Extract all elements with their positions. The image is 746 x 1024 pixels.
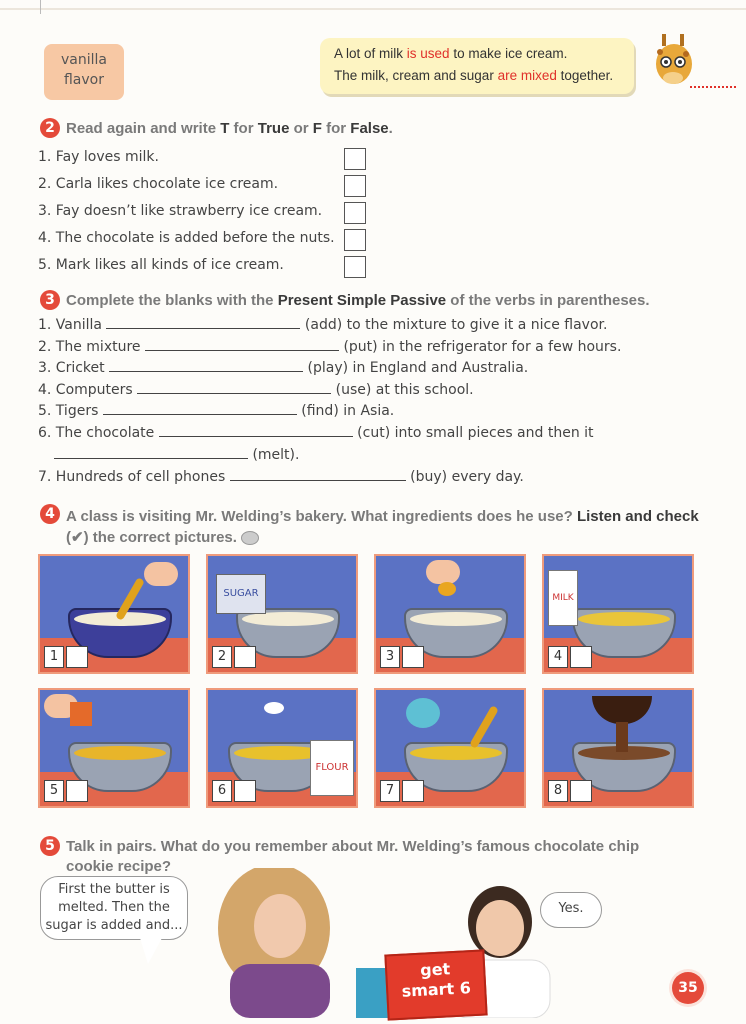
book-title-line2: smart 6: [401, 978, 472, 1001]
section-4-title: [66, 506, 706, 548]
pan: [592, 696, 652, 724]
answer-box-5[interactable]: [344, 256, 366, 278]
grammar-text: The milk, cream and sugar: [334, 68, 498, 83]
top-rule: [0, 8, 746, 10]
title-part: A class is visiting Mr. Welding’s bakery. What ingredients does he use?: [66, 508, 577, 525]
title-bold: T: [220, 120, 230, 137]
vanilla-note: [44, 44, 124, 100]
picture-number: 1: [44, 646, 64, 668]
dotted-line: [690, 86, 736, 88]
title-part: Read again and write: [66, 120, 221, 137]
blank-1[interactable]: [106, 317, 300, 329]
carton-label: MILK: [548, 570, 578, 626]
title-part: Talk in pairs. What do you remember about Mr. Welding’s famous chocolate chip: [66, 838, 640, 855]
check-box-7[interactable]: [402, 780, 424, 802]
vanilla-note-line2: flavor: [63, 72, 104, 88]
title-part: or: [289, 120, 313, 137]
grammar-sentence-2: [334, 65, 634, 87]
picture-8: [542, 688, 694, 808]
answer-box-1[interactable]: [344, 148, 366, 170]
bubble-line: sugar is added and...: [45, 918, 183, 933]
statement-4: 4. The chocolate is added before the nuts.: [38, 230, 335, 246]
statement-3: 3. Fay doesn’t like strawberry ice cream.: [38, 203, 323, 219]
title-bold: False: [350, 120, 389, 137]
hand: [144, 562, 178, 586]
section-2-title: [66, 120, 393, 137]
fill-line-2: [38, 339, 621, 355]
check-box-5[interactable]: [66, 780, 88, 802]
fill-prefix: 5. Tigers: [38, 403, 99, 419]
bowl-contents: [242, 612, 334, 626]
fill-suffix: (add) to the mixture to give it a nice flavor.: [304, 317, 608, 333]
fill-suffix: (play) in England and Australia.: [307, 360, 529, 376]
check-box-2[interactable]: [234, 646, 256, 668]
grammar-highlight: is used: [406, 46, 450, 61]
check-box-1[interactable]: [66, 646, 88, 668]
blank-6b[interactable]: [54, 447, 248, 459]
cd-audio-icon[interactable]: [241, 531, 259, 545]
answer-box-3[interactable]: [344, 202, 366, 224]
fill-prefix: 4. Computers: [38, 382, 133, 398]
section-3-title: [66, 292, 650, 309]
fill-suffix: (melt).: [252, 447, 300, 463]
fill-line-7: [38, 469, 524, 485]
fill-line-6: [38, 425, 594, 441]
fill-suffix: (use) at this school.: [335, 382, 474, 398]
fill-line-4: [38, 382, 474, 398]
title-bold: Listen and check: [576, 508, 699, 525]
book-title-line1: get: [419, 959, 451, 980]
bowl-contents: [410, 612, 502, 626]
bowl-contents: [74, 746, 166, 760]
answer-box-4[interactable]: [344, 229, 366, 251]
blank-4[interactable]: [137, 382, 331, 394]
picture-number: 5: [44, 780, 64, 802]
section-4-number: 4: [40, 504, 60, 524]
grammar-highlight: are mixed: [497, 68, 557, 83]
title-part: for: [321, 120, 351, 137]
page-number: 35: [672, 972, 704, 1004]
title-bold: F: [312, 120, 322, 137]
title-part: cookie recipe?: [66, 858, 172, 875]
bag-label: SUGAR: [216, 574, 266, 614]
bowl-contents: [410, 746, 502, 760]
statement-1: 1. Fay loves milk.: [38, 149, 159, 165]
fill-prefix: 7. Hundreds of cell phones: [38, 469, 226, 485]
fill-line-5: [38, 403, 394, 419]
fill-line-1: [38, 317, 607, 333]
picture-4: [542, 554, 694, 674]
grammar-sentence-1: [334, 43, 634, 65]
blank-2[interactable]: [145, 339, 339, 351]
title-bold: True: [257, 120, 290, 137]
giraffe-mascot-icon: [646, 30, 702, 90]
grammar-box: [320, 38, 634, 94]
statement-2: 2. Carla likes chocolate ice cream.: [38, 176, 279, 192]
flour-bag-label: FLOUR: [310, 740, 354, 796]
check-box-4[interactable]: [570, 646, 592, 668]
fill-prefix: 3. Cricket: [38, 360, 105, 376]
bubble-tail-left: [140, 938, 162, 964]
picture-7: [374, 688, 526, 808]
check-box-8[interactable]: [570, 780, 592, 802]
fill-suffix: (put) in the refrigerator for a few hours.: [343, 339, 622, 355]
blank-6[interactable]: [159, 425, 353, 437]
section-5-number: 5: [40, 836, 60, 856]
picture-3: [374, 554, 526, 674]
blank-7[interactable]: [230, 469, 406, 481]
picture-number: 7: [380, 780, 400, 802]
picture-number: 3: [380, 646, 400, 668]
title-part: for: [229, 120, 258, 137]
section-3-number: 3: [40, 290, 60, 310]
scoop: [264, 702, 284, 714]
check-box-6[interactable]: [234, 780, 256, 802]
picture-1: [38, 554, 190, 674]
picture-number: 6: [212, 780, 232, 802]
fill-line-6b: [54, 447, 299, 463]
bowl-contents: [578, 612, 670, 626]
vanilla-note-line1: vanilla: [61, 52, 107, 68]
picture-number: 8: [548, 780, 568, 802]
book-cover: [384, 949, 487, 1020]
answer-box-2[interactable]: [344, 175, 366, 197]
fill-prefix: 1. Vanilla: [38, 317, 102, 333]
speech-bubble-right: Yes.: [540, 892, 602, 928]
bubble-line: First the butter is: [58, 882, 170, 897]
chocolate-pour: [616, 722, 628, 752]
picture-2: [206, 554, 358, 674]
grammar-text: to make ice cream.: [449, 46, 568, 61]
speech-bubble-left: [40, 876, 188, 940]
bubble-line: melted. Then the: [58, 900, 170, 915]
hand: [426, 560, 460, 584]
picture-number: 2: [212, 646, 232, 668]
title-bold: Present Simple Passive: [277, 292, 447, 309]
fill-prefix: 2. The mixture: [38, 339, 141, 355]
fill-line-3: [38, 360, 528, 376]
grammar-text: together.: [556, 68, 614, 83]
picture-5: [38, 688, 190, 808]
check-box-3[interactable]: [402, 646, 424, 668]
picture-number: 4: [548, 646, 568, 668]
statement-5: 5. Mark likes all kinds of ice cream.: [38, 257, 284, 273]
blank-5[interactable]: [103, 403, 297, 415]
egg-yolk: [438, 582, 456, 596]
blank-3[interactable]: [109, 360, 303, 372]
section-2-number: 2: [40, 118, 60, 138]
fill-suffix: (buy) every day.: [410, 469, 524, 485]
title-part: .: [388, 120, 393, 137]
bowl-of-chips: [406, 698, 440, 728]
top-notch: [40, 0, 41, 14]
grammar-text: A lot of milk: [334, 46, 407, 61]
title-part: (✔) the correct pictures.: [66, 529, 237, 546]
picture-6: [206, 688, 358, 808]
title-part: Complete the blanks with the: [66, 292, 278, 309]
juice-glass: [70, 702, 92, 726]
fill-suffix: (find) in Asia.: [301, 403, 395, 419]
fill-prefix: 6. The chocolate: [38, 425, 155, 441]
fill-suffix: (cut) into small pieces and then it: [357, 425, 594, 441]
title-part: of the verbs in parentheses.: [446, 292, 650, 309]
